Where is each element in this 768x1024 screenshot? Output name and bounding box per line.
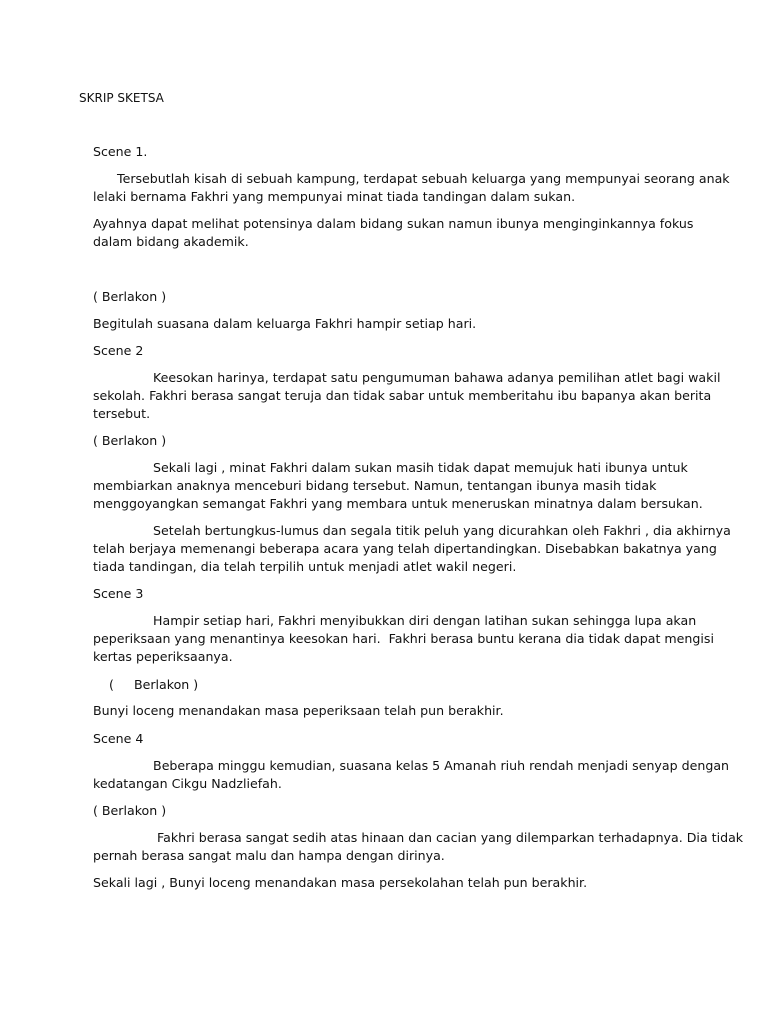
paragraph-line: Beberapa minggu kemudian, suasana kelas 5 Amanah riuh rendah menjadi senyap dengan [93,758,730,773]
paragraph-line: Keesokan harinya, terdapat satu pengumuman bahawa adanya pemilihan atlet bagi wakil [93,370,721,385]
paragraph-line: sekolah. Fakhri berasa sangat teruja dan tidak sabar untuk memberitahu ibu bapanya akan berita [93,388,712,403]
paragraph-line: membiarkan anaknya menceburi bidang tersebut. Namun, tentangan ibunya masih tidak [93,478,657,493]
stage-direction: ( Berlakon ) [93,677,199,692]
scene-3-heading: Scene 3 [93,586,144,601]
paragraph-line: menggoyangkan semangat Fakhri yang membara untuk meneruskan minatnya dalam bersukan. [93,496,703,511]
paragraph-line: Begitulah suasana dalam keluarga Fakhri hampir setiap hari. [93,316,477,331]
stage-direction: ( Berlakon ) [93,433,167,448]
paragraph-line: peperiksaan yang menantinya keesokan hari. Fakhri berasa buntu kerana dia tidak dapat mengisi [93,631,714,646]
paragraph-line: tiada tandingan, dia telah terpilih untuk menjadi atlet wakil negeri. [93,559,517,574]
document-title: SKRIP SKETSA [79,91,164,105]
paragraph-line: Sekali lagi , minat Fakhri dalam sukan masih tidak dapat memujuk hati ibunya untuk [93,460,688,475]
paragraph-line: Bunyi loceng menandakan masa peperiksaan telah pun berakhir. [93,703,504,718]
paragraph-line: Hampir setiap hari, Fakhri menyibukkan diri dengan latihan sukan sehingga lupa akan [93,613,697,628]
paragraph-line: Setelah bertungkus-lumus dan segala titik peluh yang dicurahkan oleh Fakhri , dia akhirnya [93,523,731,538]
scene-2-heading: Scene 2 [93,343,144,358]
paragraph-line: Ayahnya dapat melihat potensinya dalam bidang sukan namun ibunya menginginkannya fokus [93,216,694,231]
paragraph-line: Tersebutlah kisah di sebuah kampung, terdapat sebuah keluarga yang mempunyai seorang anak [93,171,730,186]
stage-direction: ( Berlakon ) [93,289,167,304]
stage-direction: ( Berlakon ) [93,803,167,818]
paragraph-line: lelaki bernama Fakhri yang mempunyai minat tiada tandingan dalam sukan. [93,189,576,204]
scene-4-heading: Scene 4 [93,731,144,746]
paragraph-line: Fakhri berasa sangat sedih atas hinaan dan cacian yang dilemparkan terhadapnya. Dia tidak [93,830,744,845]
paragraph-line: tersebut. [93,406,151,421]
paragraph-line: kedatangan Cikgu Nadzliefah. [93,776,282,791]
paragraph-line: kertas peperiksaanya. [93,649,233,664]
paragraph-line: Sekali lagi , Bunyi loceng menandakan masa persekolahan telah pun berakhir. [93,875,588,890]
paragraph-line: telah berjaya memenangi beberapa acara yang telah dipertandingkan. Disebabkan bakatnya yang [93,541,717,556]
paragraph-line: pernah berasa sangat malu dan hampa dengan dirinya. [93,848,445,863]
scene-1-heading: Scene 1. [93,144,148,159]
paragraph-line: dalam bidang akademik. [93,234,249,249]
